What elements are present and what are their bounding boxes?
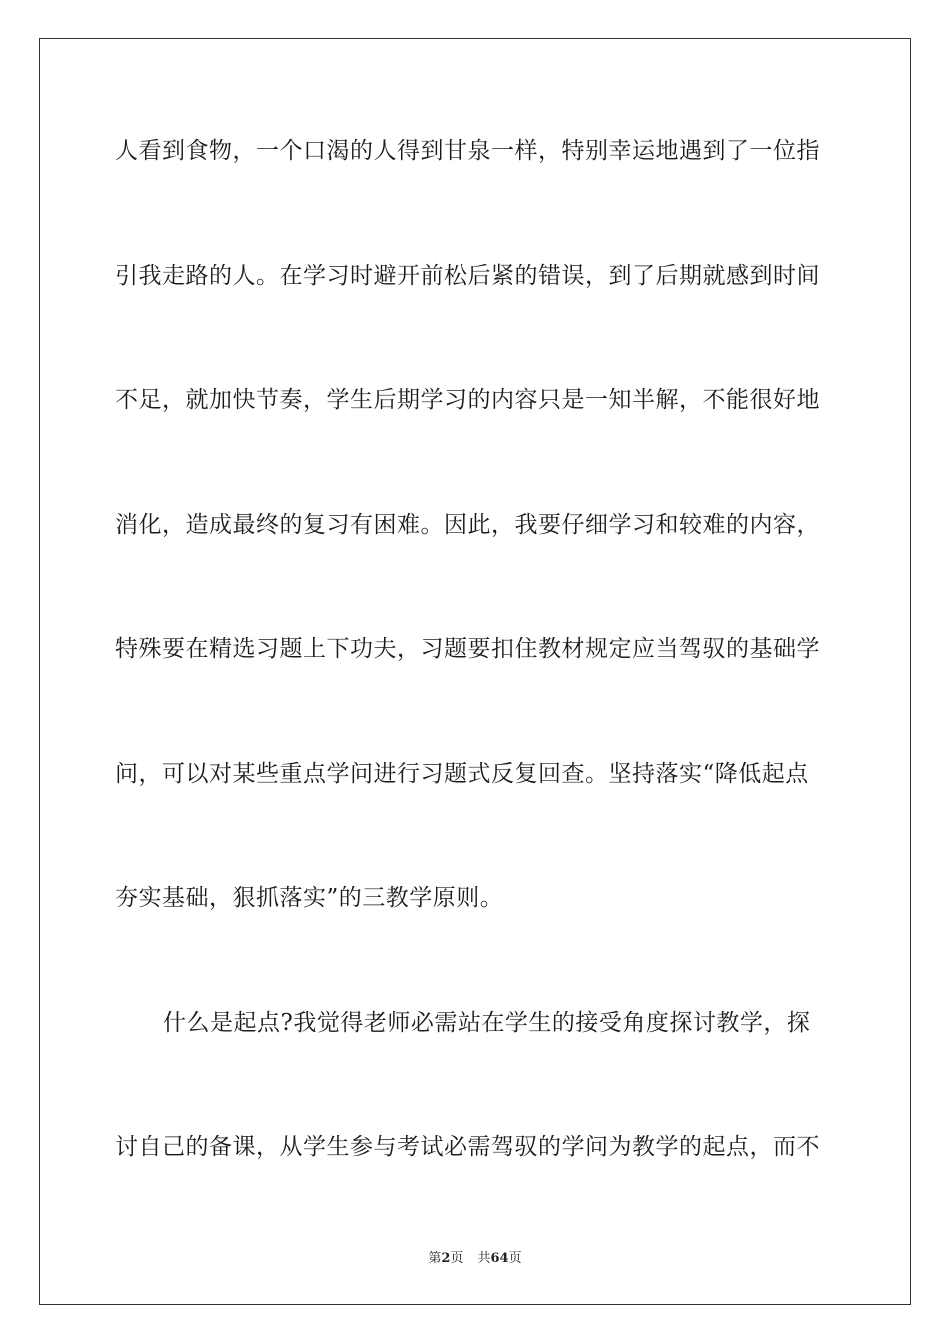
text-line: 问，可以对某些重点学问进行习题式反复回查。坚持落实“降低起点 (115, 760, 809, 787)
text-line: 人看到食物，一个口渴的人得到甘泉一样，特别幸运地遇到了一位指 (115, 138, 820, 164)
text-line: 不足，就加快节奏，学生后期学习的内容只是一知半解，不能很好地 (115, 387, 820, 413)
text-line: 夯实基础，狠抓落实”的三教学原则。 (115, 885, 504, 911)
total-label-prefix: 共 (477, 1251, 491, 1266)
text-line: 讨自己的备课，从学生参与考试必需驾驭的学问为教学的起点，而不 (115, 1134, 820, 1160)
current-page-number: 2 (441, 1251, 451, 1266)
page-label-suffix: 页 (450, 1251, 464, 1266)
document-body (115, 128, 835, 1249)
text-line: 消化，造成最终的复习有困难。因此，我要仔细学习和较难的内容， (115, 511, 820, 538)
page-label-prefix: 第 (428, 1251, 442, 1266)
text-line: 特殊要在精选习题上下功夫，习题要扣住教材规定应当驾驭的基础学 (115, 636, 820, 662)
paragraph-first-line: 什么是起点?我觉得老师必需站在学生的接受角度探讨教学，探 (163, 1009, 811, 1036)
total-label-suffix: 页 (508, 1251, 522, 1266)
page-footer (0, 1247, 950, 1266)
total-pages-number: 64 (490, 1251, 509, 1266)
text-line: 引我走路的人。在学习时避开前松后紧的错误，到了后期就感到时间 (115, 262, 820, 289)
